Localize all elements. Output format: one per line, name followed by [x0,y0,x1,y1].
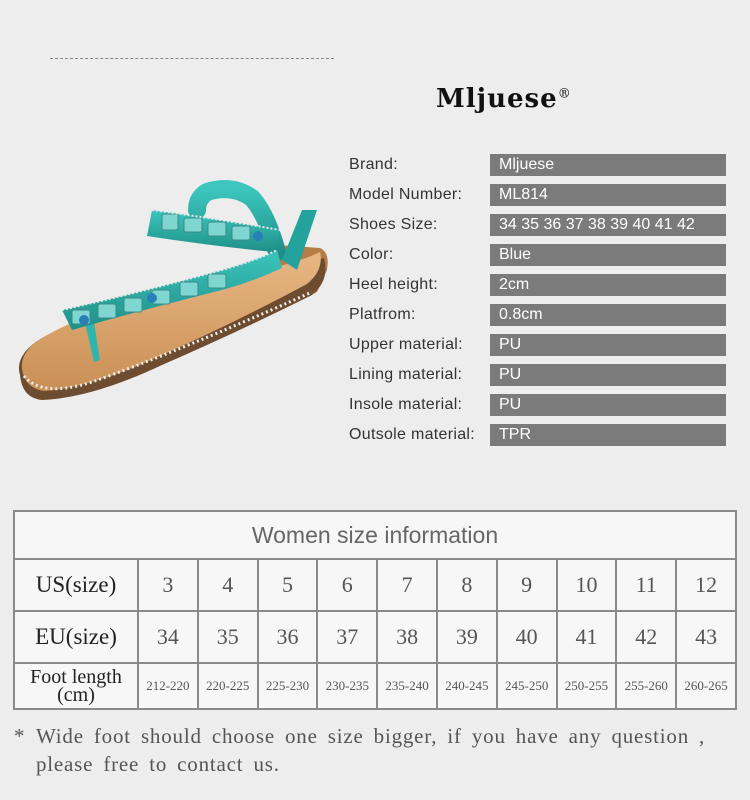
sandal-product-image [12,170,337,425]
table-row [14,559,736,611]
eu-size-cell: 36 [258,611,318,663]
foot-length-cell: 255-260 [616,663,676,709]
us-size-cell: 11 [616,559,676,611]
foot-length-cell: 260-265 [676,663,736,709]
eu-size-cell: 39 [437,611,497,663]
eu-size-cell: 40 [497,611,557,663]
size-advice-note [14,722,744,778]
size-table [13,510,737,710]
spec-value-color: Blue [490,244,726,266]
spec-value-model: ML814 [490,184,726,206]
us-size-cell: 3 [138,559,198,611]
spec-label-brand: Brand: [349,156,398,173]
brand-logo: Mljuese® [436,84,572,114]
size-table-title: Women size information [14,511,736,559]
spec-label-color: Color: [349,246,394,263]
foot-length-cell: 212-220 [138,663,198,709]
eu-size-cell: 34 [138,611,198,663]
spec-value-platform: 0.8cm [490,304,726,326]
us-size-cell: 12 [676,559,736,611]
spec-label-model: Model Number: [349,186,463,203]
table-row [14,663,736,709]
eu-size-cell: 38 [377,611,437,663]
us-size-cell: 8 [437,559,497,611]
spec-label-outsole: Outsole material: [349,426,476,443]
eu-size-cell: 35 [198,611,258,663]
spec-value-upper: PU [490,334,726,356]
dashed-divider [50,58,334,59]
foot-length-unit: (cm) [57,684,95,706]
spec-value-heel: 2cm [490,274,726,296]
foot-length-cell: 225-230 [258,663,318,709]
us-size-cell: 6 [317,559,377,611]
spec-value-insole: PU [490,394,726,416]
spec-label-platform: Platfrom: [349,306,416,323]
eu-size-cell: 37 [317,611,377,663]
eu-size-cell: 43 [676,611,736,663]
eu-size-label: EU(size) [14,611,138,663]
spec-value-size: 34 35 36 37 38 39 40 41 42 [490,214,726,236]
spec-value-lining: PU [490,364,726,386]
eu-size-cell: 41 [557,611,617,663]
spec-label-size: Shoes Size: [349,216,438,233]
foot-length-label-text: Foot length [30,666,122,688]
foot-length-label [14,663,138,709]
foot-length-cell: 235-240 [377,663,437,709]
us-size-cell: 7 [377,559,437,611]
foot-length-cell: 230-235 [317,663,377,709]
spec-label-lining: Lining material: [349,366,463,383]
foot-length-cell: 245-250 [497,663,557,709]
spec-label-insole: Insole material: [349,396,463,413]
foot-length-cell: 220-225 [198,663,258,709]
foot-length-cell: 250-255 [557,663,617,709]
us-size-cell: 5 [258,559,318,611]
spec-value-outsole: TPR [490,424,726,446]
size-advice-text: Wide foot should choose one size bigger, if you have any question , please free to contact us. [36,724,706,776]
spec-value-brand: Mljuese [490,154,726,176]
spec-label-heel: Heel height: [349,276,438,293]
foot-length-cell: 240-245 [437,663,497,709]
table-row [14,611,736,663]
eu-size-cell: 42 [616,611,676,663]
us-size-cell: 4 [198,559,258,611]
spec-label-upper: Upper material: [349,336,463,353]
us-size-cell: 10 [557,559,617,611]
us-size-cell: 9 [497,559,557,611]
asterisk: * [14,724,26,748]
us-size-label: US(size) [14,559,138,611]
